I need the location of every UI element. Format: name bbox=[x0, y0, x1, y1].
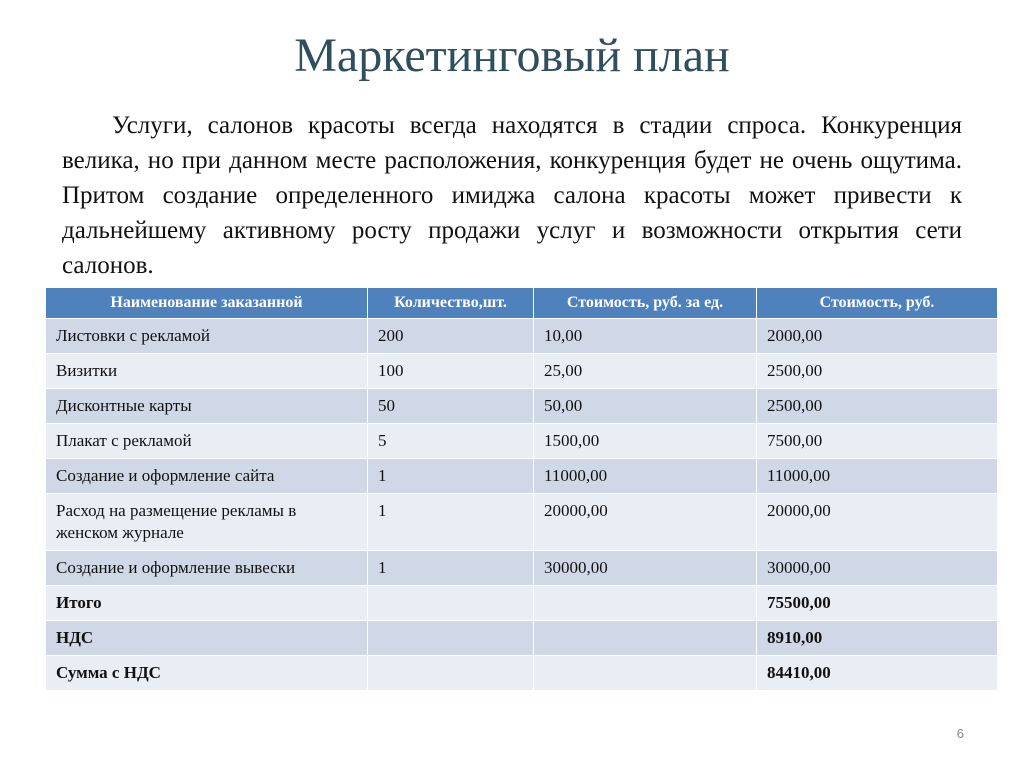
cell-unit-price: 30000,00 bbox=[534, 551, 757, 586]
cell-empty bbox=[368, 656, 534, 691]
cell-total: 20000,00 bbox=[757, 494, 998, 551]
table-header-row bbox=[46, 288, 998, 319]
cell-total: 30000,00 bbox=[757, 551, 998, 586]
cell-name: Листовки с рекламой bbox=[46, 319, 368, 354]
sum-with-vat-row bbox=[46, 656, 998, 691]
cell-total: 2500,00 bbox=[757, 354, 998, 389]
cell-empty bbox=[534, 656, 757, 691]
cell-quantity: 1 bbox=[368, 551, 534, 586]
table-row bbox=[46, 494, 998, 551]
cell-unit-price: 25,00 bbox=[534, 354, 757, 389]
total-label: Итого bbox=[46, 586, 368, 621]
table-row bbox=[46, 319, 998, 354]
table-row bbox=[46, 389, 998, 424]
cell-quantity: 100 bbox=[368, 354, 534, 389]
cell-quantity: 1 bbox=[368, 459, 534, 494]
cell-total: 2500,00 bbox=[757, 389, 998, 424]
cell-name: Визитки bbox=[46, 354, 368, 389]
slide-title: Маркетинговый план bbox=[294, 29, 730, 82]
cell-unit-price: 20000,00 bbox=[534, 494, 757, 551]
vat-row bbox=[46, 621, 998, 656]
cell-empty bbox=[534, 586, 757, 621]
intro-paragraph: Услуги, салонов красоты всегда находятся в стадии спроса. Конкуренция велика, но при данном месте расположения, конкуренция будет не очень ощутима. Притом создание определенного имиджа салона красоты может привести к дальнейшему активному росту продажи услуг и возможности открытия сети салонов. bbox=[62, 112, 962, 279]
cell-empty bbox=[368, 621, 534, 656]
header-name: Наименование заказанной bbox=[46, 288, 368, 319]
vat-value: 8910,00 bbox=[757, 621, 998, 656]
cell-quantity: 50 bbox=[368, 389, 534, 424]
cell-total: 11000,00 bbox=[757, 459, 998, 494]
cell-empty bbox=[368, 586, 534, 621]
header-quantity: Количество,шт. bbox=[368, 288, 534, 319]
header-total-price: Стоимость, руб. bbox=[757, 288, 998, 319]
total-value: 75500,00 bbox=[757, 586, 998, 621]
cost-table bbox=[45, 287, 998, 691]
cell-total: 7500,00 bbox=[757, 424, 998, 459]
table-row bbox=[46, 459, 998, 494]
sum-with-vat-value: 84410,00 bbox=[757, 656, 998, 691]
page-number: 6 bbox=[956, 726, 964, 741]
total-row bbox=[46, 586, 998, 621]
cell-unit-price: 1500,00 bbox=[534, 424, 757, 459]
cell-empty bbox=[534, 621, 757, 656]
cell-name: Создание и оформление сайта bbox=[46, 459, 368, 494]
sum-with-vat-label: Сумма с НДС bbox=[46, 656, 368, 691]
cell-quantity: 200 bbox=[368, 319, 534, 354]
cell-unit-price: 50,00 bbox=[534, 389, 757, 424]
table-row bbox=[46, 424, 998, 459]
table-row bbox=[46, 354, 998, 389]
cell-unit-price: 10,00 bbox=[534, 319, 757, 354]
cell-name: Плакат с рекламой bbox=[46, 424, 368, 459]
cell-total: 2000,00 bbox=[757, 319, 998, 354]
cell-name: Создание и оформление вывески bbox=[46, 551, 368, 586]
cell-quantity: 1 bbox=[368, 494, 534, 551]
table-row bbox=[46, 551, 998, 586]
vat-label: НДС bbox=[46, 621, 368, 656]
cell-quantity: 5 bbox=[368, 424, 534, 459]
header-unit-price: Стоимость, руб. за ед. bbox=[534, 288, 757, 319]
cell-name: Дисконтные карты bbox=[46, 389, 368, 424]
cell-name: Расход на размещение рекламы в женском журнале bbox=[46, 494, 368, 551]
cell-unit-price: 11000,00 bbox=[534, 459, 757, 494]
